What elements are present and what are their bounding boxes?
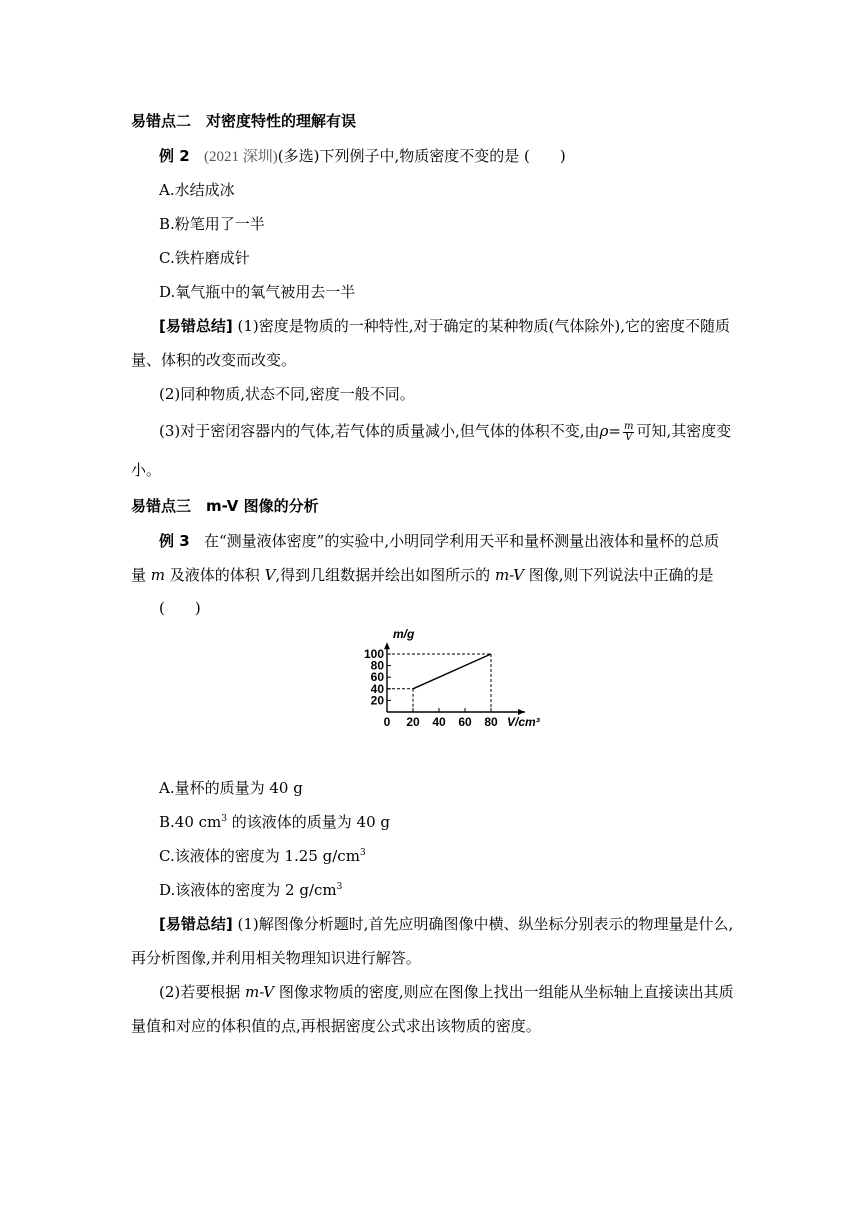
x-tick-label: 80 [484, 715, 498, 729]
example2-source: (2021 深圳) [203, 149, 278, 165]
summary2-item3-line1 [159, 421, 731, 443]
m-v-chart [350, 624, 540, 734]
summary3-item2-mv: m-V [245, 983, 275, 1001]
example2-question-text: (多选)下列例子中,物质密度不变的是 [277, 147, 520, 165]
series-line [413, 654, 491, 689]
option-d-pre: D.该液体的密度为 2 g/cm [159, 881, 337, 899]
option-b-post: 的该液体的质量为 40 g [227, 813, 391, 831]
summary2-item3-line2: 小。 [131, 461, 162, 479]
option-b-sup: 3 [221, 814, 228, 824]
example3-option-a: A.量杯的质量为 40 g [159, 779, 303, 797]
summary2-item3-text-tail: 可知,其密度变 [636, 422, 732, 440]
q-text-b: 及液体的体积 [165, 566, 265, 584]
y-tick-label: 100 [363, 647, 384, 661]
summary3-item1-line2: 再分析图像,并利用相关物理知识进行解答。 [131, 949, 421, 967]
summary2-item2: (2)同种物质,状态不同,密度一般不同。 [159, 385, 415, 403]
summary3-item2-line1 [159, 982, 734, 1002]
fraction-denominator: V [625, 431, 633, 443]
example2-option-a: A.水结成冰 [159, 181, 235, 199]
summary3-label: [易错总结] [159, 915, 233, 933]
summary3-item1-line1 [159, 914, 733, 934]
fraction-numerator: m [623, 420, 634, 432]
density-formula-lhs: ρ= [599, 422, 621, 440]
option-c-pre: C.该液体的密度为 1.25 g/cm [159, 847, 360, 865]
y-tick-label: 40 [370, 681, 384, 696]
y-tick-label: 20 [370, 693, 384, 708]
q-var-v: V [264, 566, 276, 584]
q-text-c: ,得到几组数据并绘出如图所示的 [275, 566, 495, 584]
example3-option-c [159, 846, 366, 866]
q-var-m: m [150, 566, 166, 584]
example2-option-b: B.粉笔用了一半 [159, 215, 265, 233]
example2-label: 例 2 [159, 147, 190, 165]
q-text-d: 图像,则下列说法中正确的是 [524, 566, 714, 584]
q-var-mv: m-V [494, 566, 524, 584]
summary2-label: [易错总结] [159, 317, 233, 335]
example3-option-b [159, 812, 390, 832]
density-fraction [623, 422, 634, 443]
example2-answer-blank: ( ) [524, 147, 566, 165]
x-tick-label: 20 [406, 715, 420, 729]
origin-label: 0 [383, 715, 391, 729]
example3-label: 例 3 [159, 532, 190, 550]
example3-question-line1 [159, 531, 719, 551]
summary2-item1-line2: 量、体积的改变而改变。 [131, 351, 297, 369]
section3-heading: 易错点三 m-V 图像的分析 [131, 497, 319, 515]
y-tick-label: 80 [370, 658, 384, 673]
summary3-item1-text: (1)解图像分析题时,首先应明确图像中横、纵坐标分别表示的物理量是什么, [237, 915, 734, 933]
y-axis-label: m/g [393, 627, 415, 641]
q-text-a: 量 [131, 566, 151, 584]
summary2-item1-text: (1)密度是物质的一种特性,对于确定的某种物质(气体除外),它的密度不随质 [237, 317, 730, 335]
example2-question [159, 146, 566, 167]
example3-answer-blank: ( ) [159, 599, 201, 617]
x-tick-label: 40 [432, 715, 446, 729]
option-c-sup: 3 [359, 848, 366, 858]
summary3-item2-line2: 量值和对应的体积值的点,再根据密度公式求出该物质的密度。 [131, 1017, 541, 1035]
x-tick-label: 60 [458, 715, 472, 729]
example2-option-d: D.氧气瓶中的氧气被用去一半 [159, 283, 356, 301]
summary3-item2-text-a: (2)若要根据 [159, 983, 246, 1001]
option-b-pre: B.40 cm [159, 813, 222, 831]
section2-heading: 易错点二 对密度特性的理解有误 [131, 112, 357, 130]
example2-option-c: C.铁杵磨成针 [159, 249, 250, 267]
example3-option-d [159, 880, 342, 900]
summary2-item1-line1 [159, 316, 730, 336]
y-tick-label: 60 [370, 670, 384, 685]
summary3-item2-text-b: 图像求物质的密度,则应在图像上找出一组能从坐标轴上直接读出其质 [274, 983, 734, 1001]
option-d-sup: 3 [336, 882, 343, 892]
summary2-item3-text: (3)对于密闭容器内的气体,若气体的质量减小,但气体的体积不变,由 [159, 422, 600, 440]
example3-question-line2 [131, 565, 714, 585]
x-axis-label: V/cm³ [507, 715, 540, 729]
y-axis-arrow [384, 642, 390, 649]
example3-question-text: 在“测量液体密度”的实验中,小明同学利用天平和量杯测量出液体和量杯的总质 [203, 532, 720, 550]
